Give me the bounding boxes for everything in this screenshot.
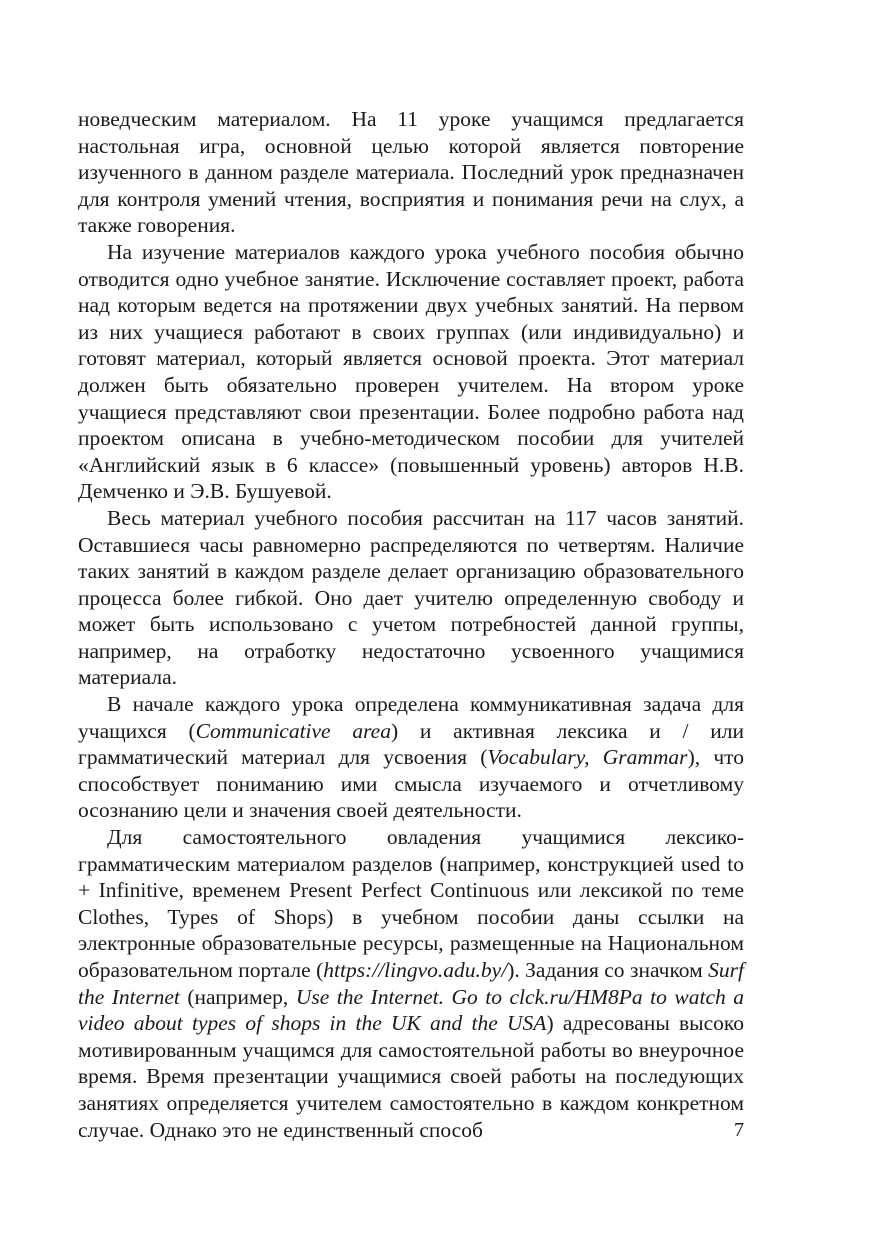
page-number: 7 xyxy=(734,1119,744,1141)
page-body xyxy=(78,106,744,1143)
paragraph-p1 xyxy=(78,106,744,239)
italic-text-run: https://lingvo.adu.by/ xyxy=(323,958,508,982)
italic-text-run: Use the Internet. Go to clck.ru/HM8Pa to watch a video about types of shops in the UK and the USA xyxy=(78,984,744,1036)
text-run: новедческим материалом. На 11 уроке учащимся предлагается настольная игра, основной целью которой является повторение изученного в данном разделе материала. Последний урок предназначен для контроля умений чтения, восприятия и понимания речи на слух, а также говорения. xyxy=(78,107,744,238)
text-run: Весь материал учебного пособия рассчитан на 117 часов занятий. Оставшиеся часы равномерно распределяются по четвертям. Наличие таких занятий в каждом разделе делает организацию образовательного процесса более гибкой. Оно дает учителю определенную свободу и может быть использовано с учетом потребностей данной группы, например, на отработку недостаточно усвоенного учащимися материала. xyxy=(78,505,744,690)
italic-text-run: Communicative area xyxy=(195,718,391,743)
italic-text-run: Surf the Internet xyxy=(78,958,744,1009)
text-run: ). Задания со значком xyxy=(507,958,709,982)
italic-text-run: Vocabulary, Grammar xyxy=(487,745,688,770)
text-run: На изучение материалов каждого урока учебного пособия обычно отводится одно учебное занятие. Исключение составляет проект, работа над которым ведется на протяжении двух учебных занятий. На первом из них учащиеся работают в своих группах (или индивидуально) и готовят материал, который является основой проекта. Этот материал должен быть обязательно проверен учителем. На втором уроке учащиеся представляют свои презентации. Более подробно работа над проектом описана в учебно-методическом пособии для учителей «Английский язык в 6 классе» (повышенный уровень) авторов Н.В. Демченко и Э.В. Бушуевой. xyxy=(78,239,744,504)
text-run: ), что способствует пониманию ими смысла изучаемого и отчетливому осознанию цели и значения своей деятельности. xyxy=(78,745,744,823)
paragraph-p5 xyxy=(78,824,744,1143)
text-run: ) и активная лексика и / или грамматический материал для усвоения ( xyxy=(78,718,744,770)
paragraph-p4 xyxy=(78,691,744,824)
paragraph-list xyxy=(78,106,744,1143)
text-run: ) адресованы высоко мотивированным учащимся для самостоятельной работы во внеурочное время. Время презентации учащимися своей работы на последующих занятиях определяется учителем самостоятельно в каждом конкретном случае. Однако это не единственный способ xyxy=(78,1011,745,1142)
text-run: В начале каждого урока определена коммуникативная задача для учащихся ( xyxy=(78,692,744,743)
paragraph-p2 xyxy=(78,239,744,505)
paragraph-p3 xyxy=(78,505,744,691)
text-run: (например, xyxy=(179,984,296,1009)
text-run: Для самостоятельного овладения учащимися лексико-грамматическим материалом разделов (например, конструкцией used to + Infinitive, временем Present Perfect Continuous или лексикой по теме Clothes, Types of Shops) в учебном пособии даны ссылки на электронные образовательные ресурсы, размещенные на Национальном образовательном портале ( xyxy=(78,825,744,982)
